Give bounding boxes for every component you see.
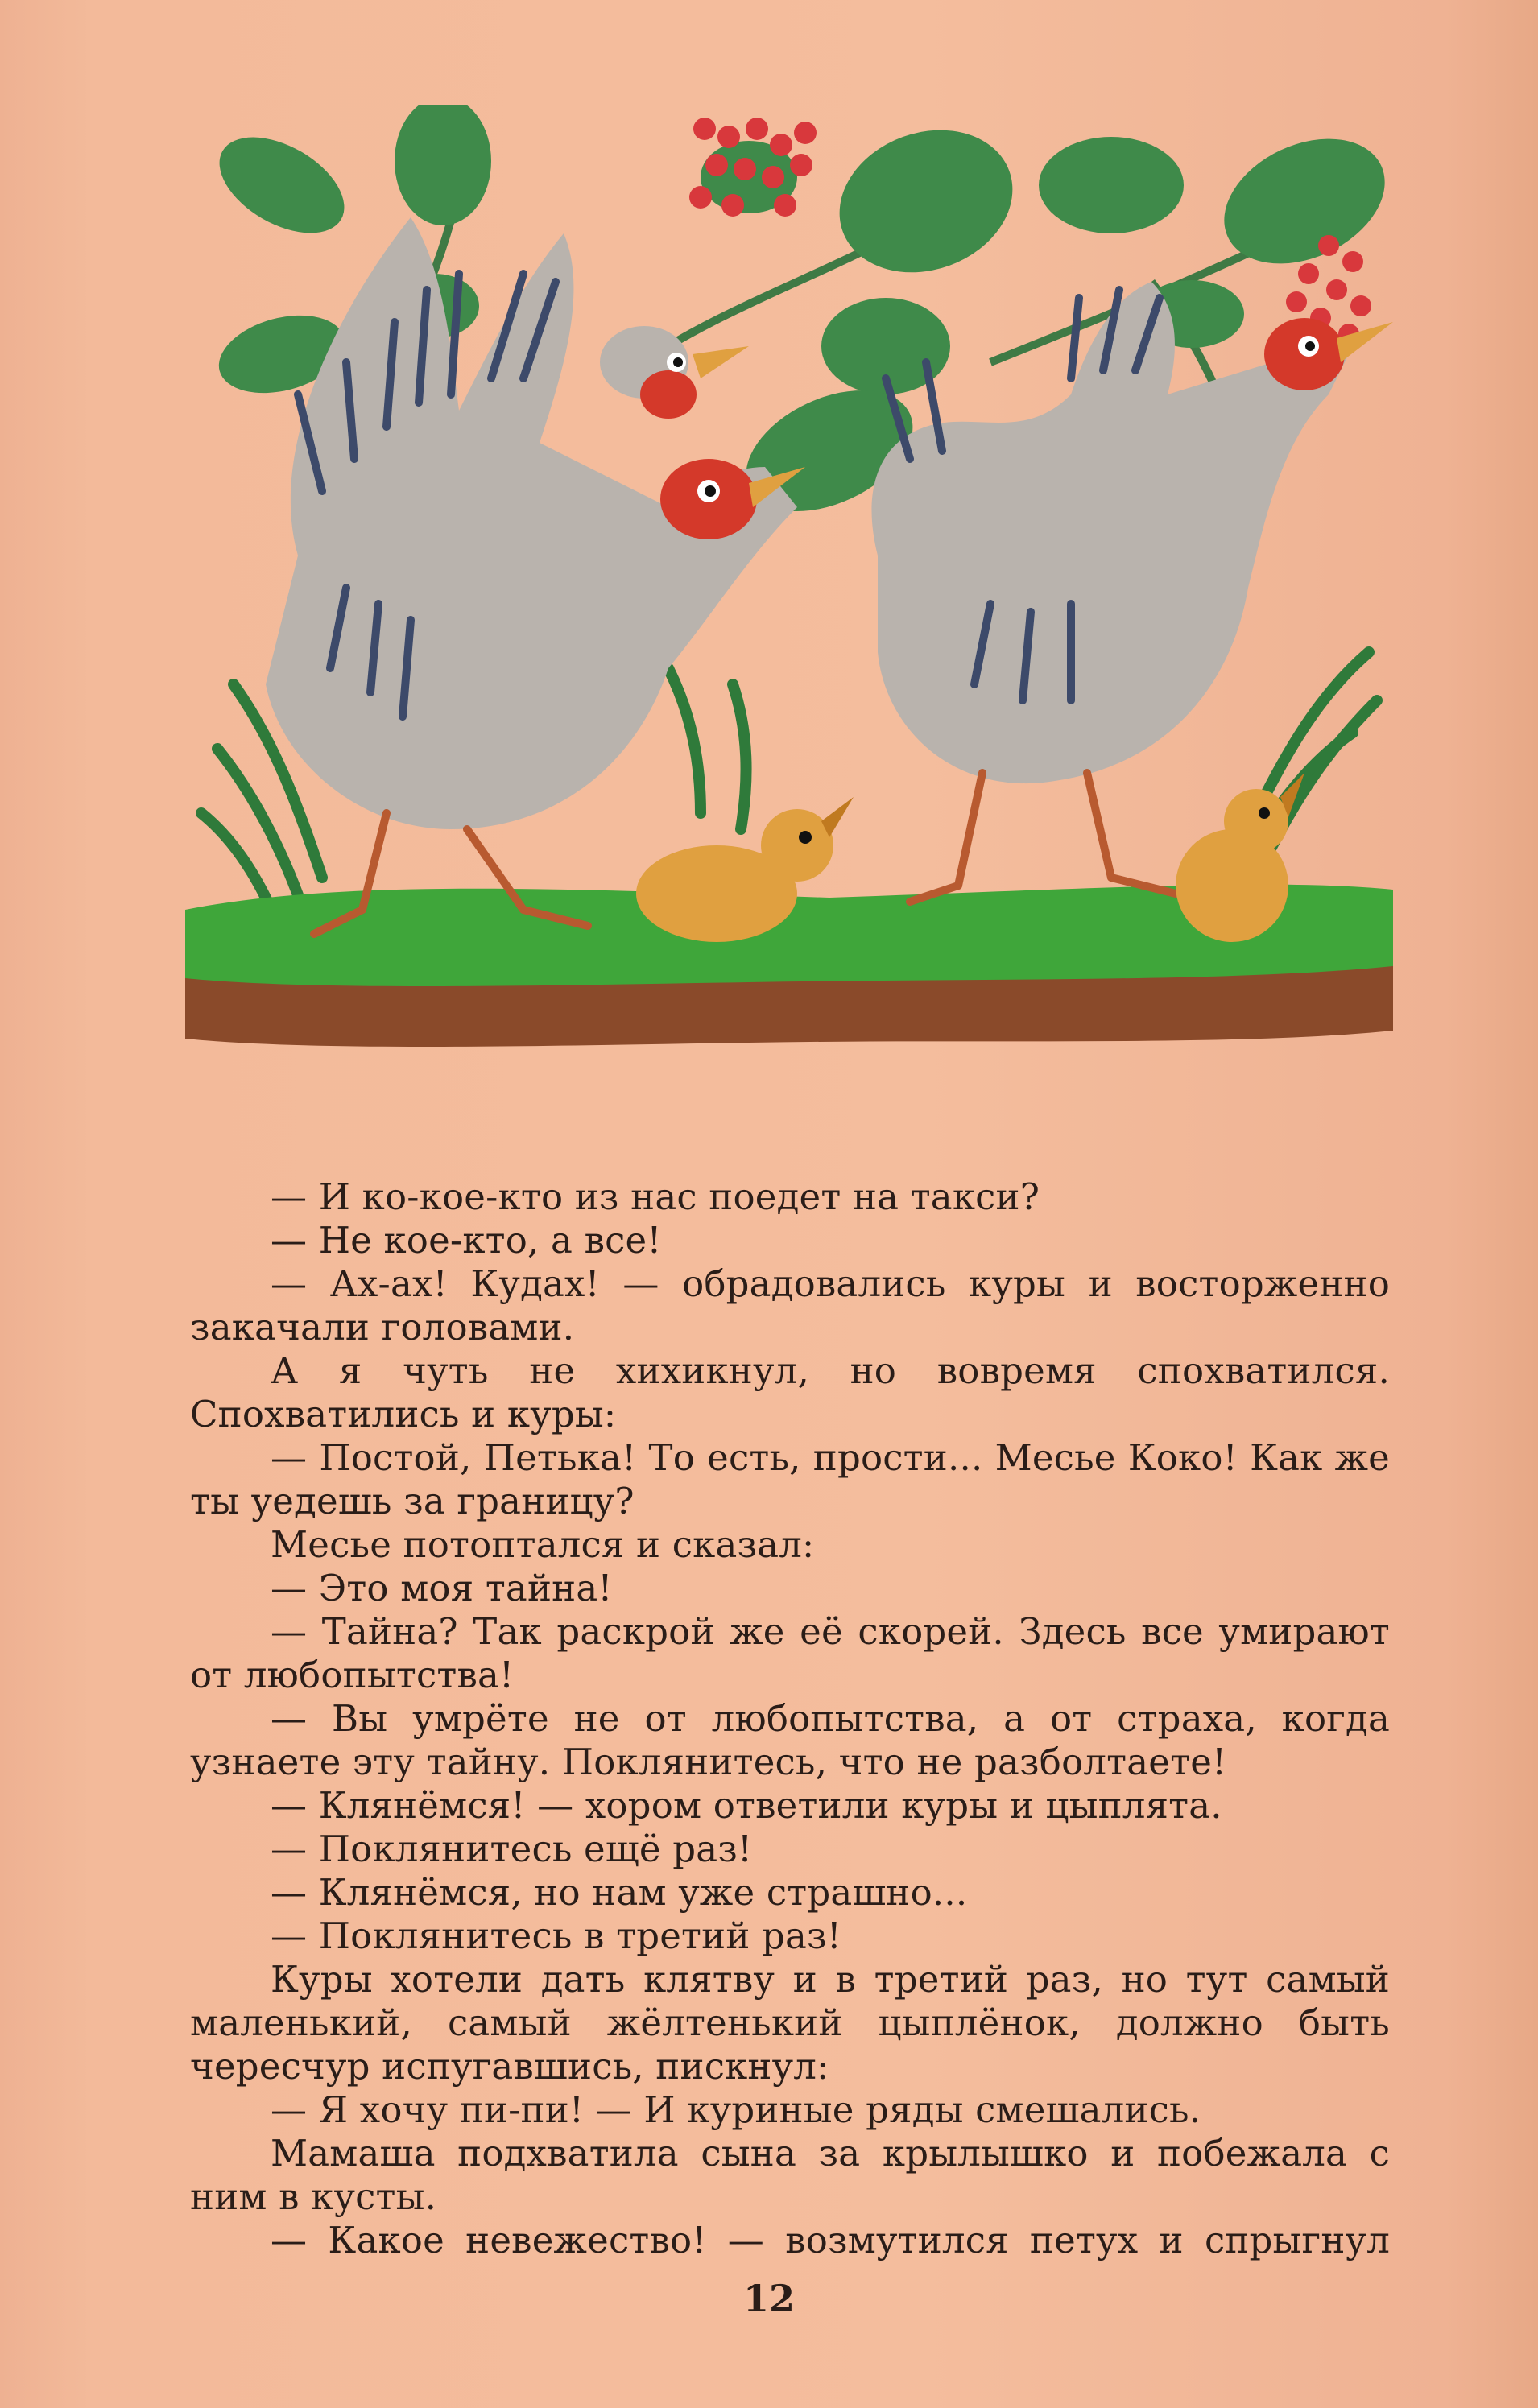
paragraph: — И ко-кое-кто из нас поедет на такси? <box>271 1175 1040 1218</box>
paragraph: — Поклянитесь в третий раз! <box>271 1914 842 1957</box>
paragraph: Мамаша подхватила сына за крылышко и побежала с ним в кусты. <box>190 2132 1390 2218</box>
hen-right <box>872 282 1394 902</box>
paragraph: — Я хочу пи-пи! — И куриные ряды смешались. <box>271 2088 1201 2131</box>
paragraph: Месье потоптался и сказал: <box>271 1523 815 1566</box>
paragraph: — Поклянитесь ещё раз! <box>271 1828 753 1870</box>
paragraph: — Ах-ах! Кудах! — обрадовались куры и восторженно закачали головами. <box>190 1262 1390 1349</box>
hen-left <box>266 217 805 934</box>
illustration-hens-and-chicks <box>185 105 1401 1103</box>
paragraph: — Постой, Петька! То есть, прости... Месье Коко! Как же ты уедешь за границу? <box>190 1436 1390 1522</box>
paragraph: — Тайна? Так раскрой же её скорей. Здесь все умирают от любопытства! <box>190 1610 1390 1696</box>
paragraph: — Клянёмся! — хором ответили куры и цыплята. <box>271 1784 1222 1827</box>
story-text <box>190 1175 1390 2262</box>
paragraph: — Клянёмся, но нам уже страшно... <box>271 1871 968 1914</box>
page-number: 12 <box>742 2277 795 2320</box>
paragraph: — Какое невежество! — возмутился петух и спрыгнул <box>271 2219 1390 2261</box>
paragraph: Куры хотели дать клятву и в третий раз, но тут самый маленький, самый жёлтенький цыплёнок, должно быть чересчур испугавшись, пискнул: <box>190 1958 1390 2088</box>
paragraph: — Не кое-кто, а все! <box>271 1219 662 1262</box>
paragraph: А я чуть не хихикнул, но вовремя спохватился. Спохватились и куры: <box>190 1349 1390 1435</box>
paragraph: — Вы умрёте не от любопытства, а от страха, когда узнаете эту тайну. Поклянитесь, что не разболтаете! <box>190 1697 1390 1783</box>
paragraph: — Это моя тайна! <box>271 1567 613 1609</box>
